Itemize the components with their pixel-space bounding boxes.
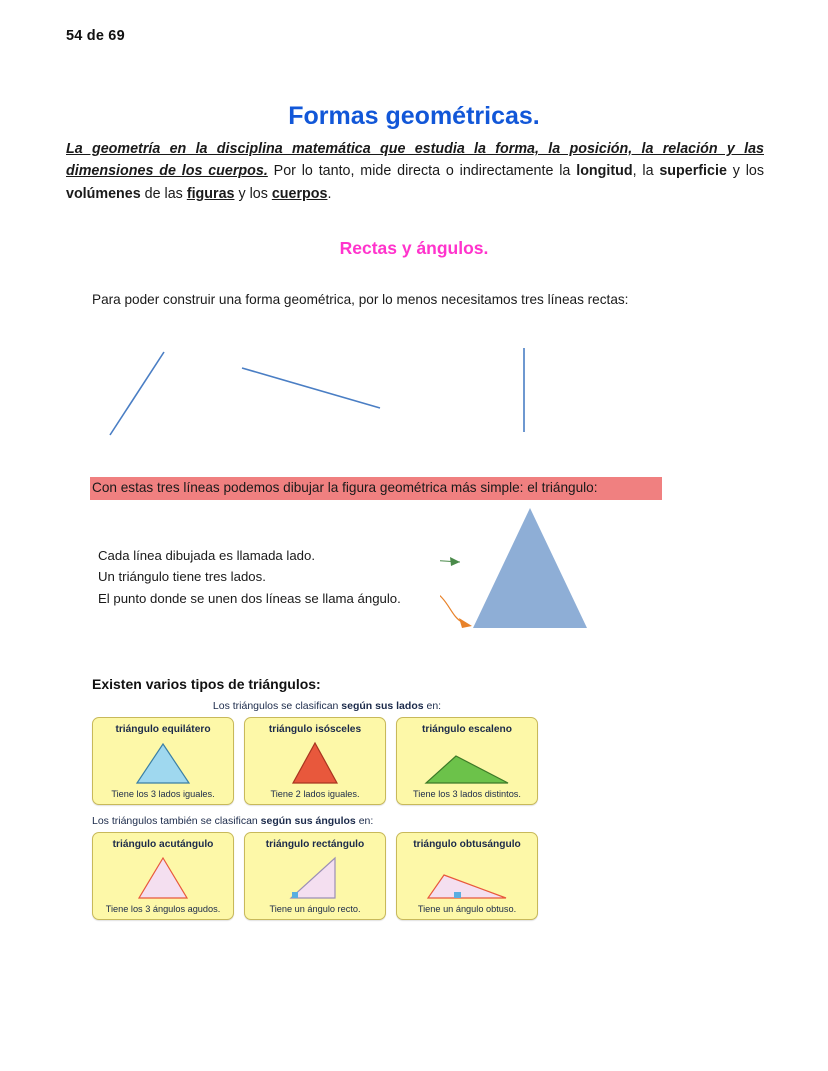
caption-by-angles-pre: Los triángulos también se clasifican (92, 815, 261, 827)
arrow-side-head (450, 557, 460, 566)
three-lines-svg (92, 340, 752, 450)
lines-paragraph: Para poder construir una forma geométrica, por lo menos necesitamos tres líneas rectas: (92, 292, 629, 307)
right-svg (287, 855, 343, 901)
intro-text-6: . (327, 185, 332, 202)
big-triangle-svg (440, 500, 740, 640)
caption-by-angles-post: en: (355, 815, 374, 827)
card-foot: Tiene un ángulo obtuso. (417, 904, 517, 914)
right-shape (245, 855, 385, 901)
obtuse-svg (424, 855, 510, 901)
card-title: triángulo obtusángulo (413, 839, 521, 850)
arrow-angle-head (459, 618, 472, 628)
intro-paragraph (66, 138, 764, 205)
caption-by-sides (92, 700, 552, 712)
page-number: 54 de 69 (66, 28, 125, 44)
line-diagonal-middle (242, 368, 380, 408)
isosceles-svg (289, 740, 341, 786)
acute-triangle (139, 858, 187, 898)
line-diagonal-left (110, 352, 164, 435)
equilateral-shape (93, 740, 233, 786)
card-foot: Tiene los 3 lados iguales. (111, 789, 215, 799)
intro-bold-superficie: superficie (659, 163, 727, 180)
intro-bold-cuerpos: cuerpos (271, 185, 328, 202)
intro-definition: La geometría en la disciplina matemática que estudia la forma, la posición, la relación y las dimensiones de los cuerpos. (66, 141, 764, 180)
big-triangle-shape (473, 508, 587, 628)
classification-block (92, 700, 552, 920)
card-triangulo-obtusangulo (396, 832, 538, 920)
section-subtitle: Rectas y ángulos. (339, 238, 489, 258)
highlight-note: Con estas tres líneas podemos dibujar la figura geométrica más simple: el triángulo: (90, 477, 662, 500)
cards-by-angles (92, 832, 552, 920)
caption-by-sides-pre: Los triángulos se clasifican (212, 700, 342, 712)
card-foot: Tiene un ángulo recto. (269, 904, 361, 914)
intro-bold-volumenes: volúmenes (66, 185, 141, 202)
equilateral-triangle (137, 744, 189, 783)
equilateral-svg (133, 740, 193, 786)
acute-shape (93, 855, 233, 901)
obtuse-shape (397, 855, 537, 901)
cards-by-sides (92, 717, 552, 805)
big-triangle-figure (440, 500, 740, 640)
card-title: triángulo equilátero (115, 724, 211, 735)
intro-bold-figuras: figuras (186, 185, 235, 202)
page-title: Formas geométricas. (288, 102, 540, 130)
triangle-note-2: Un triángulo tiene tres lados. (98, 569, 266, 585)
card-triangulo-equilatero (92, 717, 234, 805)
card-foot: Tiene los 3 ángulos agudos. (105, 904, 221, 914)
obtuse-angle-marker (454, 892, 461, 898)
caption-by-angles-bold: según sus ángulos (260, 815, 356, 827)
card-triangulo-rectangulo (244, 832, 386, 920)
arrow-side-curve (440, 548, 460, 562)
isosceles-triangle (293, 743, 337, 783)
card-title: triángulo escaleno (421, 724, 512, 735)
triangle-note-1: Cada línea dibujada es llamada lado. (98, 548, 316, 563)
intro-text-1: Por lo tanto, mide directa o indirectamente la (267, 163, 577, 180)
intro-text-4: de las (140, 185, 187, 202)
card-title: triángulo isósceles (268, 724, 362, 735)
intro-text-2: , la (632, 163, 660, 180)
card-triangulo-acutangulo (92, 832, 234, 920)
isosceles-shape (245, 740, 385, 786)
card-title: triángulo acutángulo (112, 839, 214, 850)
arrow-angle-curve (440, 590, 462, 622)
acute-svg (135, 855, 191, 901)
caption-by-sides-bold: según sus lados (341, 700, 424, 712)
scalene-svg (422, 740, 512, 786)
right-angle-marker (292, 892, 298, 898)
intro-text-3: y los (726, 163, 764, 180)
types-heading: Existen varios tipos de triángulos: (92, 676, 321, 692)
three-lines-figure (92, 340, 752, 450)
card-title: triángulo rectángulo (265, 839, 365, 850)
card-foot: Tiene los 3 lados distintos. (413, 789, 521, 799)
caption-by-sides-post: en: (423, 700, 442, 712)
triangle-note-3: El punto donde se unen dos líneas se llama ángulo. (98, 590, 401, 606)
intro-bold-longitud: longitud (576, 163, 633, 180)
scalene-shape (397, 740, 537, 786)
triangle-notes (98, 545, 458, 609)
intro-text-5: y los (234, 185, 272, 202)
card-triangulo-isosceles (244, 717, 386, 805)
card-foot: Tiene 2 lados iguales. (270, 789, 360, 799)
obtuse-triangle (428, 875, 506, 898)
caption-by-angles (92, 815, 552, 827)
card-triangulo-escaleno (396, 717, 538, 805)
scalene-triangle (426, 756, 508, 783)
